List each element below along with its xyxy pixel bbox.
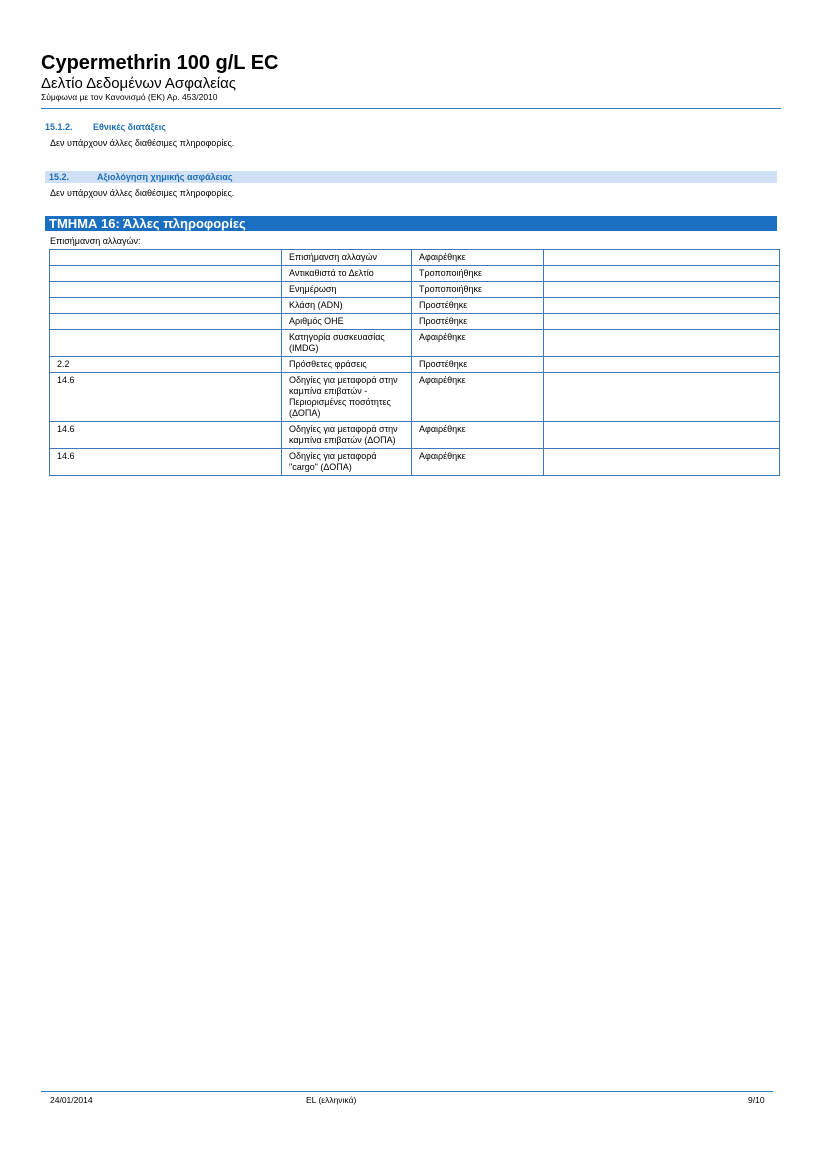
note-cell [544,282,780,298]
note-cell [544,266,780,282]
section-15-1-2-text: Δεν υπάρχουν άλλες διαθέσιμες πληροφορίες. [50,138,235,148]
item-cell: Ενημέρωση [282,282,412,298]
change-cell: Τροποποιήθηκε [412,282,544,298]
section-ref-cell: 14.6 [50,373,282,422]
change-cell: Αφαιρέθηκε [412,422,544,449]
change-cell: Αφαιρέθηκε [412,250,544,266]
change-cell: Αφαιρέθηκε [412,449,544,476]
section-title: Εθνικές διατάξεις [93,122,166,132]
section-ref-cell: 14.6 [50,422,282,449]
changes-table [49,249,780,476]
item-cell: Οδηγίες για μεταφορά στην καμπίνα επιβατών (ΔΟΠΑ) [282,422,412,449]
item-cell: Κλάση (ADN) [282,298,412,314]
footer-divider [41,1091,773,1092]
footer-date: 24/01/2014 [50,1095,93,1105]
item-cell: Πρόσθετες φράσεις [282,357,412,373]
item-cell: Κατηγορία συσκευασίας (IMDG) [282,330,412,357]
item-cell: Επισήμανση αλλαγών [282,250,412,266]
section-number: 15.2. [49,172,70,182]
table-row [50,330,780,357]
note-cell [544,250,780,266]
table-row [50,314,780,330]
change-cell: Προστέθηκε [412,357,544,373]
note-cell [544,314,780,330]
section-ref-cell [50,250,282,266]
footer-page-number: 9/10 [748,1095,765,1105]
header-divider [41,108,781,109]
section-15-1-2-heading [45,122,166,132]
change-cell: Προστέθηκε [412,298,544,314]
item-cell: Οδηγίες για μεταφορά "cargo" (ΔΟΠΑ) [282,449,412,476]
section-16-heading: ΤΜΗΜΑ 16: Άλλες πληροφορίες [45,216,777,231]
footer-language: EL (ελληνικά) [306,1095,357,1105]
section-ref-cell [50,282,282,298]
note-cell [544,422,780,449]
section-title: Αξιολόγηση χημικής ασφάλειας [97,172,233,182]
change-cell: Αφαιρέθηκε [412,373,544,422]
table-row [50,422,780,449]
section-ref-cell: 14.6 [50,449,282,476]
note-cell [544,449,780,476]
regulation-reference: Σύμφωνα με τον Κανονισμό (ΕΚ) Αρ. 453/2010 [41,92,218,102]
change-cell: Αφαιρέθηκε [412,330,544,357]
table-row [50,298,780,314]
note-cell [544,357,780,373]
section-ref-cell [50,266,282,282]
document-title: Cypermethrin 100 g/L EC [41,52,279,74]
section-ref-cell: 2.2 [50,357,282,373]
note-cell [544,373,780,422]
item-cell: Οδηγίες για μεταφορά στην καμπίνα επιβατών - Περιορισμένες ποσότητες (ΔΟΠΑ) [282,373,412,422]
section-number: 15.1.2. [45,122,73,132]
section-ref-cell [50,330,282,357]
table-row [50,250,780,266]
changes-label: Επισήμανση αλλαγών: [50,236,141,246]
item-cell: Αριθμός ΟΗΕ [282,314,412,330]
table-row [50,373,780,422]
table-row [50,357,780,373]
section-15-2-text: Δεν υπάρχουν άλλες διαθέσιμες πληροφορίες. [50,188,235,198]
table-row [50,266,780,282]
changes-table-body [50,250,780,476]
document-subtitle: Δελτίο Δεδομένων Ασφαλείας [41,75,237,92]
table-row [50,449,780,476]
change-cell: Τροποποιήθηκε [412,266,544,282]
note-cell [544,330,780,357]
note-cell [544,298,780,314]
section-ref-cell [50,298,282,314]
section-ref-cell [50,314,282,330]
table-row [50,282,780,298]
document-header [41,52,781,103]
item-cell: Αντικαθιστά το Δελτίο [282,266,412,282]
change-cell: Προστέθηκε [412,314,544,330]
section-15-2-heading [45,171,777,183]
